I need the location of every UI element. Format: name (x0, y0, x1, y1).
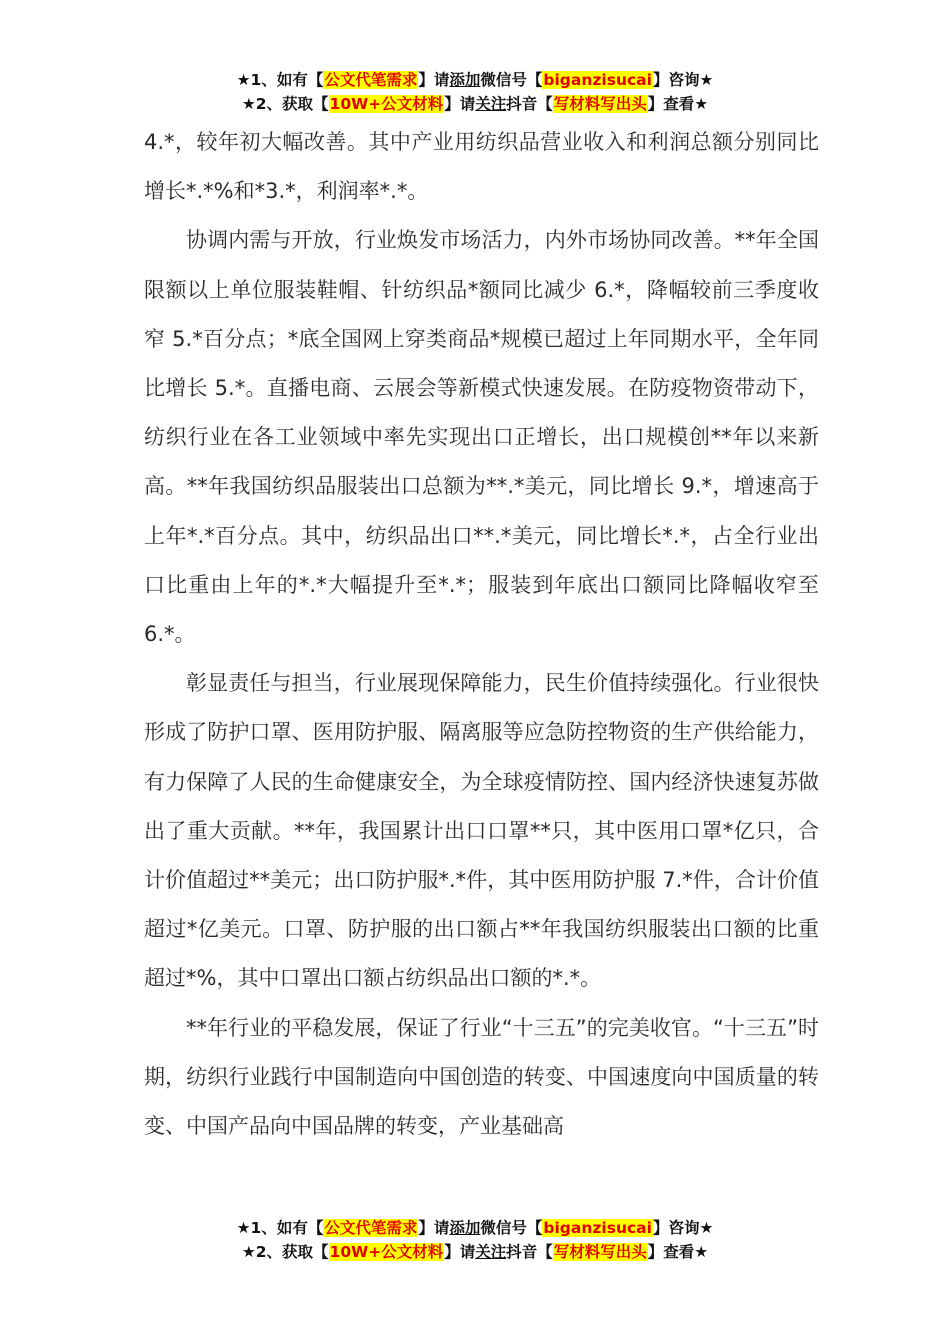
banner-line-1 (0, 1216, 950, 1240)
banner-highlight: 公文代笔需求 (324, 71, 418, 89)
banner-emphasis: 添加 (449, 1219, 481, 1237)
banner-highlight: 10W+公文材料 (329, 95, 444, 113)
banner-text: ★2、获取【 (241, 95, 329, 113)
banner-highlight: 写材料写出头 (553, 1243, 647, 1261)
header-banner (0, 68, 950, 116)
banner-emphasis: 添加 (449, 71, 481, 89)
banner-highlight: 10W+公文材料 (329, 1243, 444, 1261)
paragraph: 彰显责任与担当，行业展现保障能力，民生价值持续强化。行业很快形成了防护口罩、医用防护服、隔离服等应急防控物资的生产供给能力，有力保障了人民的生命健康安全，为全球疫情防控、国内经济快速复苏做出了重大贡献。**年，我国累计出口口罩**只，其中医用口罩*亿只，合计价值超过**美元；出口防护服*.*件，其中医用防护服 7.*件，合计价值超过*亿美元。口罩、防护服的出口额占**年我国纺织服装出口额的比重超过*%，其中口罩出口额占纺织品出口额的*.*。 (144, 671, 819, 991)
banner-text: 微信号【 (480, 71, 543, 89)
banner-text: 】请 (418, 71, 450, 89)
paragraph: 协调内需与开放，行业焕发市场活力，内外市场协同改善。**年全国限额以上单位服装鞋帽、针纺织品*额同比减少 6.*，降幅较前三季度收窄 5.*百分点；*底全国网上穿类商品*规模已超过上年同期水平，全年同比增长 5.*。直播电商、云展会等新模式快速发展。在防疫物资带动下，纺织行业在各工业领域中率先实现出口正增长，出口规模创**年以来新高。**年我国纺织品服装出口总额为**.*美元，同比增长 9.*，增速高于上年*.*百分点。其中，纺织品出口**.*美元，同比增长*.*，占全行业出口比重由上年的*.*大幅提升至*.*；服装到年底出口额同比降幅收窄至 6.*。 (144, 228, 819, 647)
banner-text: ★2、获取【 (241, 1243, 329, 1261)
banner-text: 微信号【 (480, 1219, 543, 1237)
banner-text: ★1、如有【 (236, 1219, 324, 1237)
banner-text: 】查看★ (647, 95, 709, 113)
footer-banner (0, 1216, 950, 1264)
banner-text: 】咨询★ (652, 71, 714, 89)
banner-highlight: 公文代笔需求 (324, 1219, 418, 1237)
banner-line-2 (0, 1240, 950, 1264)
banner-text: ★1、如有【 (236, 71, 324, 89)
banner-highlight: biganzisucai (543, 71, 652, 89)
banner-text: 】咨询★ (652, 1219, 714, 1237)
banner-text: 】请 (418, 1219, 450, 1237)
banner-text: 】查看★ (647, 1243, 709, 1261)
banner-emphasis: 关注 (475, 95, 507, 113)
banner-text: 抖音【 (506, 95, 553, 113)
paragraph: 4.*，较年初大幅改善。其中产业用纺织品营业收入和利润总额分别同比增长*.*%和*3.*，利润率*.*。 (144, 130, 819, 204)
paragraph: **年行业的平稳发展，保证了行业“十三五”的完美收官。“十三五”时期，纺织行业践行中国制造向中国创造的转变、中国速度向中国质量的转变、中国产品向中国品牌的转变，产业基础高 (144, 1015, 819, 1139)
document-body (144, 118, 819, 1151)
banner-text: 抖音【 (506, 1243, 553, 1261)
banner-highlight: biganzisucai (543, 1219, 652, 1237)
banner-highlight: 写材料写出头 (553, 95, 647, 113)
banner-text: 】请 (444, 95, 476, 113)
banner-emphasis: 关注 (475, 1243, 507, 1261)
banner-text: 】请 (444, 1243, 476, 1261)
banner-line-2 (0, 92, 950, 116)
banner-line-1 (0, 68, 950, 92)
